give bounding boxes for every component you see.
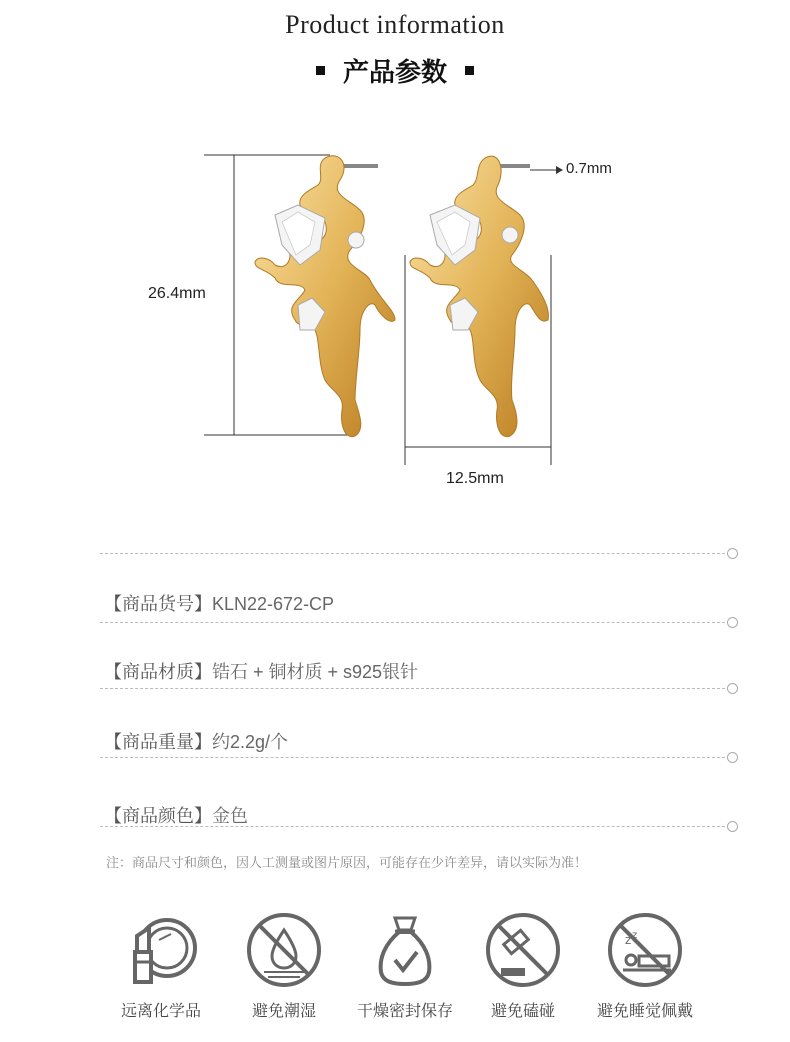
care-label: 避免磕碰: [490, 1001, 555, 1020]
earring-right: [410, 156, 548, 436]
care-label: 干燥密封保存: [356, 1001, 453, 1020]
page-title-cn-text: 产品参数: [342, 58, 447, 88]
svg-text:z: z: [625, 933, 632, 947]
width-dimension: 12.5mm: [446, 470, 504, 487]
hammer-icon: [483, 910, 563, 990]
earring-left: [255, 156, 395, 437]
disclaimer-note: 注：商品尺寸和颜色，因人工测量或图片原因，可能存在少许差异，请以实际为准！: [106, 856, 588, 871]
earring-illustration: [0, 0, 790, 520]
divider: [100, 553, 730, 554]
svg-text:z: z: [632, 930, 638, 941]
spec-value: 锆石 + 铜材质 + s925银针: [212, 662, 419, 682]
page-title-en: Product information: [285, 10, 505, 39]
care-label: 避免睡觉佩戴: [596, 1001, 693, 1020]
spec-label: 【商品材质】: [104, 662, 212, 683]
spec-row-material: [104, 658, 418, 684]
spec-row-color: [104, 802, 248, 828]
care-item-chemicals: [96, 910, 226, 1021]
lipstick-icon: [121, 910, 201, 990]
bag-icon: [365, 910, 445, 990]
spec-label: 【商品货号】: [104, 594, 212, 615]
water-drop-icon: [244, 910, 324, 990]
care-label: 远离化学品: [120, 1001, 201, 1020]
spec-value: KLN22-672-CP: [212, 594, 335, 614]
spec-value: 约2.2g/个: [212, 732, 289, 752]
spec-row-item-number: [104, 590, 334, 616]
spec-row-weight: [104, 728, 288, 754]
care-item-sleep: [580, 910, 710, 1021]
care-item-impact: [458, 910, 588, 1021]
spec-label: 【商品颜色】: [104, 806, 212, 827]
pin-dimension: 0.7mm: [566, 160, 612, 177]
divider: [100, 622, 730, 623]
divider: [100, 688, 730, 689]
sleep-icon: [605, 910, 685, 990]
spec-value: 金色: [212, 806, 248, 826]
height-dimension: 26.4mm: [148, 285, 206, 302]
care-label: 避免潮湿: [251, 1001, 316, 1020]
care-item-moisture: [219, 910, 349, 1021]
spec-label: 【商品重量】: [104, 732, 212, 753]
care-item-storage: [340, 910, 470, 1021]
divider: [100, 757, 730, 758]
